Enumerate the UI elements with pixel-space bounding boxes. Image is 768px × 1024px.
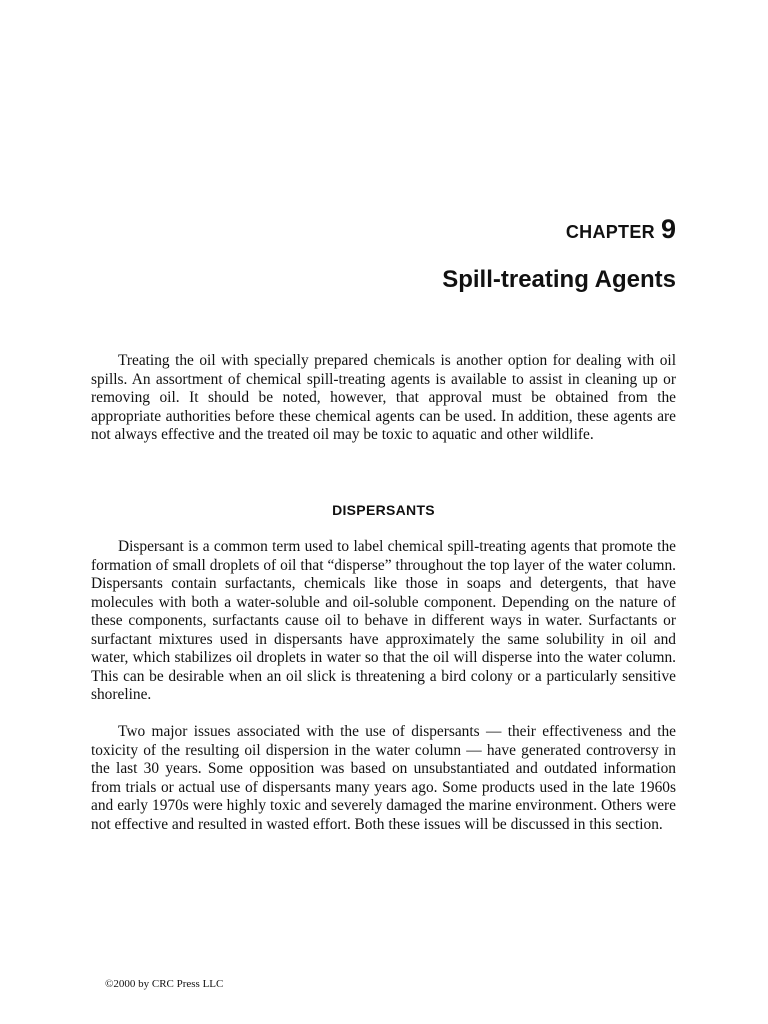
chapter-label — [566, 214, 676, 245]
section-heading-dispersants: DISPERSANTS — [332, 502, 435, 518]
chapter-word: CHAPTER — [565, 222, 655, 242]
footer-copyright: ©2000 by CRC Press LLC — [105, 978, 224, 990]
chapter-number: 9 — [660, 214, 676, 244]
dispersants-paragraph-2: Two major issues associated with the use of dispersants — their effectiveness and the toxicity of the resulting oil dispersion in the water column — have generated controversy in the last 30 years. Some opposition was based on unsubstantiated and outdated information from trials or actual use of dispersants many years ago. Some products used in the late 1960s and early 1970s were highly toxic and severely damaged the marine environment. Others were not effective and resulted in wasted effort. Both these issues will be discussed in this section. — [91, 723, 676, 833]
dispersants-paragraph-1: Dispersant is a common term used to label chemical spill-treating agents that promote the formation of small droplets of oil that “disperse” throughout the top layer of the water column. Dispersants contain surfactants, chemicals like those in soaps and detergents, that have molecules with both a water-soluble and oil-soluble component. Depending on the nature of these components, surfactants cause oil to behave in different ways in water. Surfactants or surfactant mixtures used in dispersants have approximately the same solubility in oil and water, which stabilizes oil droplets in water so that the oil will disperse into the water column. This can be desirable when an oil slick is threatening a bird colony or a particularly sensitive shoreline. — [91, 538, 676, 703]
intro-paragraph: Treating the oil with specially prepared chemicals is another option for dealing with oil spills. An assortment of chemical spill-treating agents is available to assist in cleaning up or removing oil. It should be noted, however, that approval must be obtained from the appropriate authorities before these chemical agents can be used. In addition, these agents are not always effective and the treated oil may be toxic to aquatic and other wildlife. — [91, 352, 676, 443]
chapter-title: Spill-treating Agents — [442, 266, 676, 293]
